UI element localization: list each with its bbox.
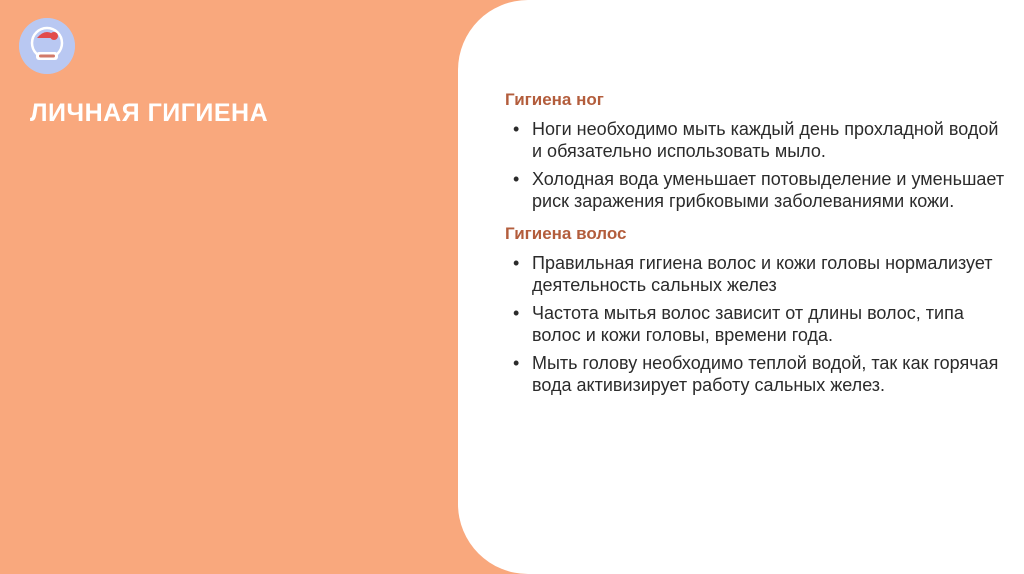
bullet-dot-icon: • [513,253,520,273]
bullet-item [505,252,1005,296]
bullet-list-feet [505,118,1005,212]
bullet-text: Ноги необходимо мыть каждый день прохладной водой и обязательно использовать мыло. [532,119,999,161]
content-area [505,90,1005,402]
bullet-item [505,118,1005,162]
bullet-item [505,302,1005,346]
bullet-dot-icon: • [513,303,520,323]
bullet-item [505,168,1005,212]
bullet-dot-icon: • [513,119,520,139]
bullet-dot-icon: • [513,353,520,373]
logo-icon [19,18,75,74]
bullet-text: Мыть голову необходимо теплой водой, так как горячая вода активизирует работу сальных желез. [532,353,999,395]
bullet-list-hair [505,252,1005,396]
slide-title: ЛИЧНАЯ ГИГИЕНА [30,99,269,127]
section-heading-hair: Гигиена волос [505,224,627,243]
section-heading-feet: Гигиена ног [505,90,604,109]
bullet-text: Холодная вода уменьшает потовыделение и уменьшает риск заражения грибковыми заболеваниями кожи. [532,169,1005,211]
bullet-text: Правильная гигиена волос и кожи головы нормализует деятельность сальных желез [532,253,993,295]
bullet-item [505,352,1005,396]
bullet-dot-icon: • [513,169,520,189]
bullet-text: Частота мытья волос зависит от длины волос, типа волос и кожи головы, времени года. [532,303,964,345]
